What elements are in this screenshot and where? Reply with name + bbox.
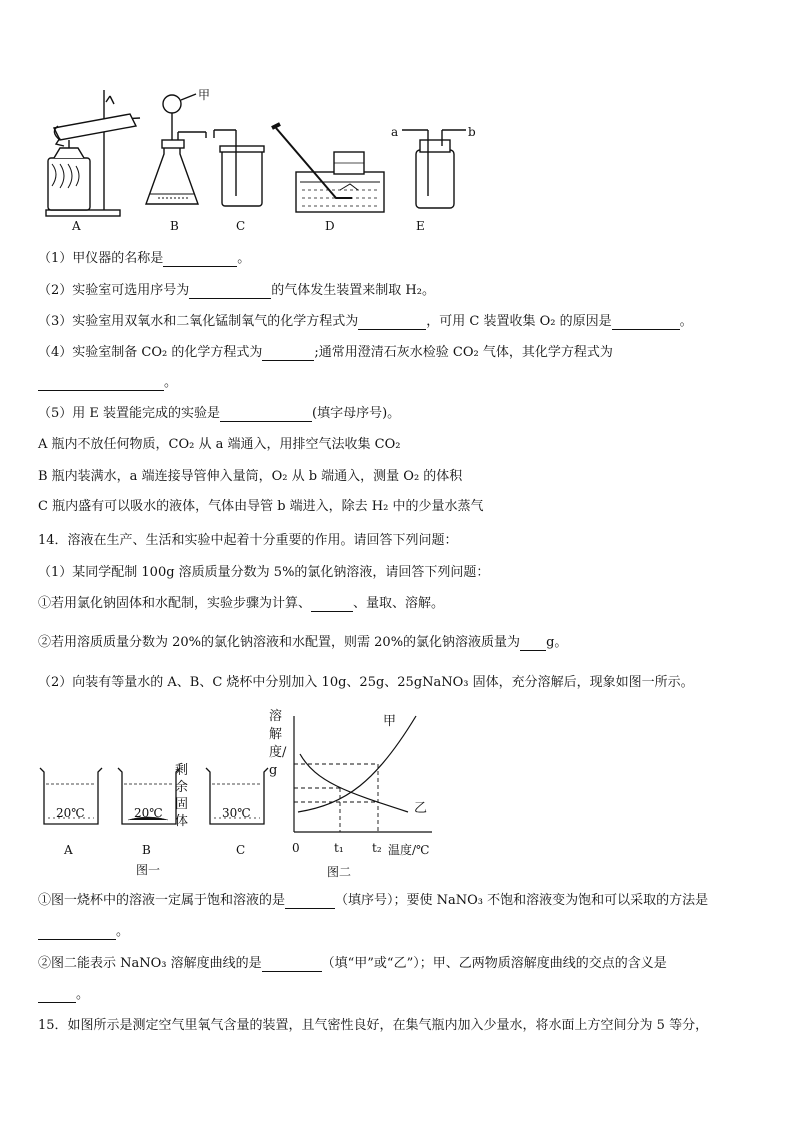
apparatus-c	[214, 130, 264, 206]
figure1-caption: 图一	[136, 863, 161, 877]
label-apparatus-b: B	[170, 219, 179, 233]
figure2-caption: 图二	[327, 865, 352, 879]
q13-blank3a[interactable]	[358, 316, 426, 330]
q14-blank-b2[interactable]	[38, 989, 76, 1003]
q14-question-a-cont: 。	[38, 924, 129, 940]
apparatus-d	[272, 124, 384, 212]
graph-origin: 0	[292, 841, 300, 855]
q14-question-a: ①图一烧杯中的溶液一定属于饱和溶液的是 （填序号）；要使 NaNO₃ 不饱和溶液变为饱和可以采取的方法是	[38, 893, 709, 908]
q13-blank5[interactable]	[220, 408, 312, 422]
q14-blank-a2[interactable]	[38, 926, 116, 940]
curve-yi	[300, 754, 408, 812]
solubility-graph	[286, 712, 436, 836]
q13-option-a: A 瓶内不放任何物质，CO₂ 从 a 端通入，用排空气法收集 CO₂	[38, 437, 401, 452]
q14-blank1b[interactable]	[520, 637, 546, 651]
q14-sub1-a: ①若用氯化钠固体和水配制，实验步骤为计算、 、量取、溶解。	[38, 596, 445, 611]
apparatus-a	[46, 90, 140, 216]
q14-sub1-b: ②若用溶质质量分数为 20%的氯化钠溶液和水配置，则需 20%的氯化钠溶液质量为 g。	[38, 635, 568, 650]
beaker-c-label: C	[236, 843, 246, 857]
q13-blank4b[interactable]	[38, 377, 164, 391]
q13-part2: （2）实验室可选用序号为 的气体发生装置来制取 H₂。	[38, 283, 435, 298]
label-apparatus-c: C	[236, 219, 246, 233]
residue-label: 剩余固体	[175, 763, 189, 829]
label-apparatus-e: E	[416, 219, 425, 233]
graph-curve-yi-label: 乙	[414, 801, 428, 816]
beaker-c-temp: 30℃	[222, 806, 251, 820]
beakers-figure	[36, 760, 276, 840]
q13-part4: （4）实验室制备 CO₂ 的化学方程式为 ;通常用澄清石灰水检验 CO₂ 气体，其化学方程式为	[38, 345, 613, 360]
q14-blank-a1[interactable]	[285, 895, 335, 909]
label-apparatus-d: D	[325, 219, 335, 233]
label-port-b: b	[468, 125, 476, 139]
beaker-a-temp: 20℃	[56, 806, 85, 820]
q13-part3: （3）实验室用双氧水和二氧化锰制氧气的化学方程式为 ，可用 C 装置收集 O₂ 的原因是 。	[38, 314, 693, 329]
label-jia: 甲	[198, 88, 211, 102]
beaker-a-label: A	[64, 843, 73, 857]
q13-part5: （5）用 E 装置能完成的实验是 (填字母序号)。	[38, 406, 401, 421]
q14-question-b-cont: 。	[38, 987, 89, 1003]
q13-part4-cont: 。	[38, 375, 177, 391]
apparatus-b	[146, 94, 206, 204]
graph-xlabel: 温度/℃	[388, 843, 430, 857]
q13-blank1[interactable]	[163, 253, 237, 267]
q14-question-b: ②图二能表示 NaNO₃ 溶解度曲线的是 （填“甲”或“乙”）；甲、乙两物质溶解度曲线的交点的含义是	[38, 956, 667, 971]
apparatus-figure	[40, 86, 510, 236]
apparatus-e	[402, 130, 466, 208]
label-apparatus-a: A	[72, 219, 81, 233]
beaker-b-temp: 20℃	[134, 806, 163, 820]
q14-title: 14．溶液在生产、生活和实验中起着十分重要的作用。请回答下列问题：	[38, 533, 458, 548]
graph-ylabel: 溶解度/g	[269, 709, 287, 778]
graph-t2: t₂	[372, 841, 382, 855]
label-port-a: a	[391, 125, 399, 139]
q14-sub1: （1）某同学配制 100g 溶质质量分数为 5%的氯化钠溶液，请回答下列问题：	[38, 565, 490, 580]
q13-blank3b[interactable]	[612, 316, 680, 330]
q13-blank2[interactable]	[189, 285, 271, 299]
beaker-b-label: B	[142, 843, 151, 857]
q14-blank1a[interactable]	[311, 598, 353, 612]
q14-blank-b1[interactable]	[262, 958, 322, 972]
q13-part1: （1）甲仪器的名称是 。	[38, 251, 251, 266]
q13-option-c: C 瓶内盛有可以吸水的液体，气体由导管 b 端进入，除去 H₂ 中的少量水蒸气	[38, 499, 484, 514]
graph-curve-jia-label: 甲	[383, 714, 397, 729]
q13-blank4a[interactable]	[262, 347, 314, 361]
q14-sub2: （2）向装有等量水的 A、B、C 烧杯中分别加入 10g、25g、25gNaNO₃ 固体，充分溶解后，现象如图一所示。	[38, 675, 694, 690]
q13-option-b: B 瓶内装满水，a 端连接导管伸入量筒，O₂ 从 b 端通入，测量 O₂ 的体积	[38, 469, 463, 484]
graph-t1: t₁	[334, 841, 344, 855]
q15-text: 15．如图所示是测定空气里氧气含量的装置，且气密性良好，在集气瓶内加入少量水，将水面上方空间分为 5 等分，	[38, 1018, 709, 1033]
